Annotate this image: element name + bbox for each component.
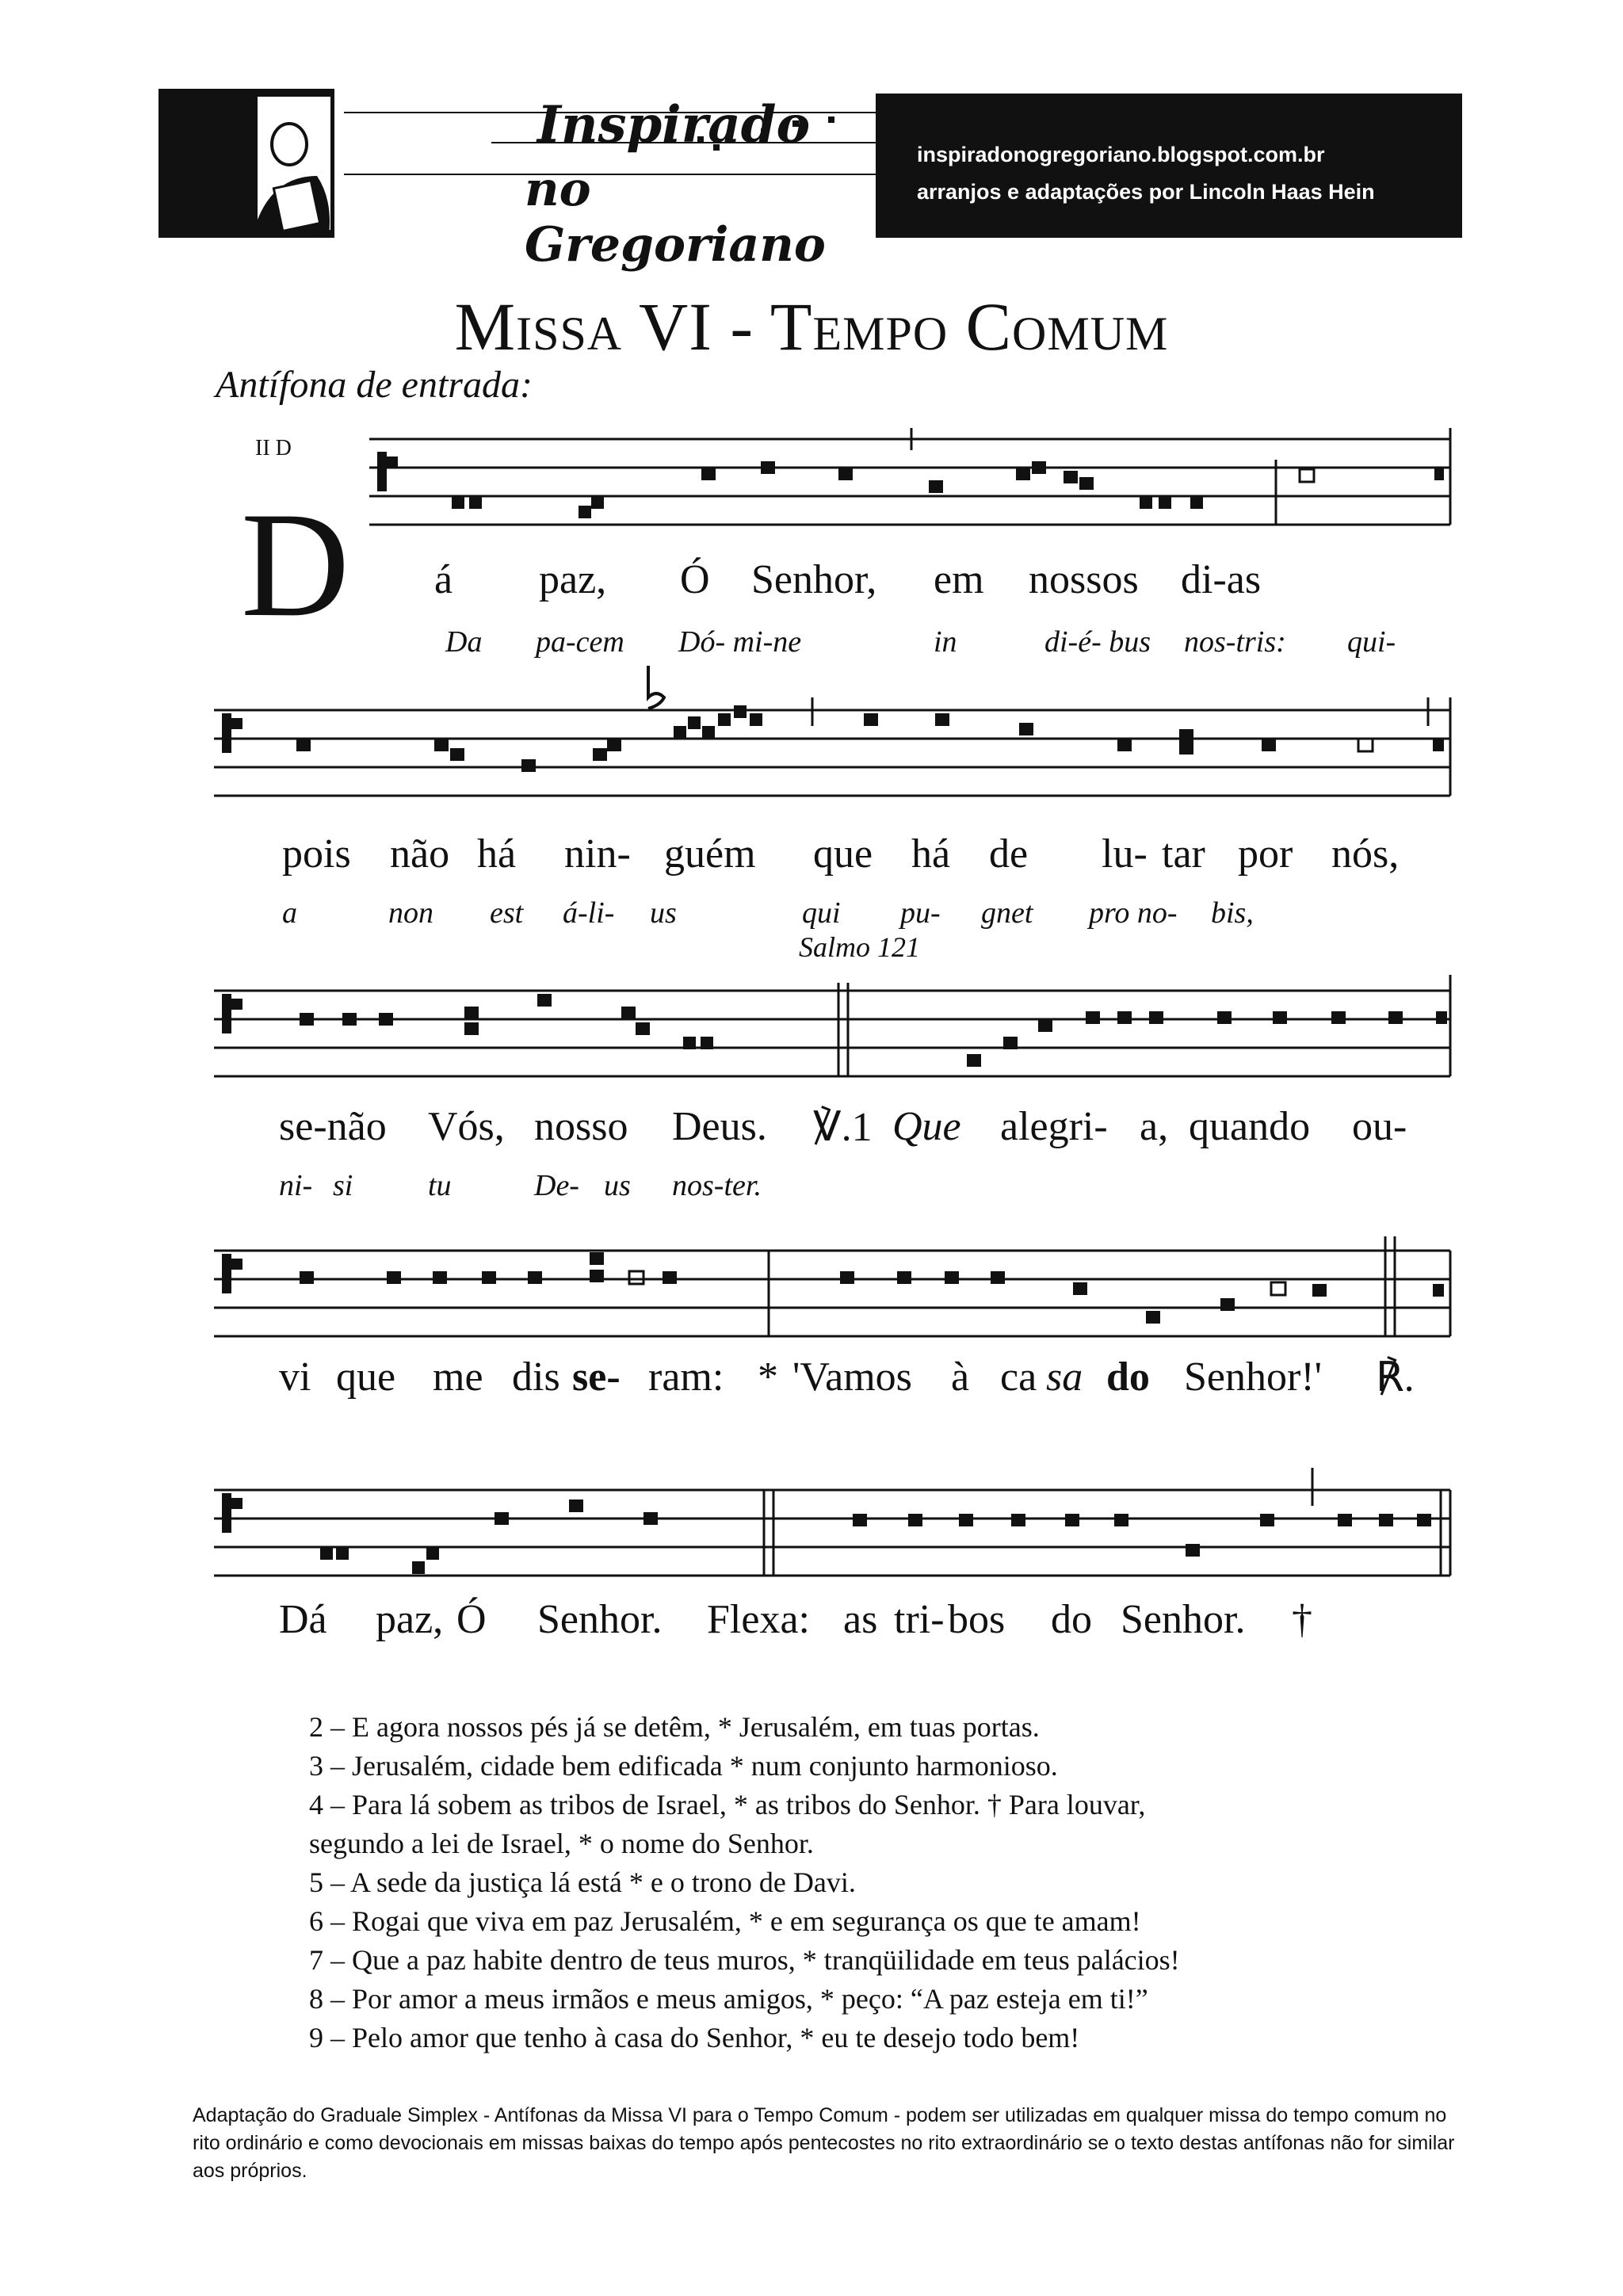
lyric-pt: Que	[892, 1104, 961, 1149]
verse-line: 8 – Por amor a meus irmãos e meus amigos, * peço: “A paz esteja em ti!”	[309, 1983, 1148, 2015]
lyric-pt: paz,	[376, 1597, 444, 1642]
lyric-pt: Vós,	[428, 1104, 505, 1149]
psalm-verses	[309, 1708, 1308, 2057]
verse-line: 6 – Rogai que viva em paz Jerusalém, * e em segurança os que te amam!	[309, 1905, 1141, 1937]
verse-line: segundo a lei de Israel, * o nome do Senhor.	[309, 1828, 814, 1859]
lyric-la: De-	[534, 1169, 579, 1202]
chant-staff-3	[214, 959, 1450, 1078]
lyric-pt: ram:	[648, 1354, 724, 1400]
lyric-la: si	[333, 1169, 353, 1202]
lyric-pt: me	[433, 1354, 483, 1400]
site-url: inspiradonogregoriano.blogspot.com.br	[917, 143, 1325, 166]
lyric-la: us	[604, 1169, 631, 1202]
lyric-pt: Senhor,	[751, 557, 877, 602]
verse-line: 9 – Pelo amor que tenho à casa do Senhor, * eu te desejo todo bem!	[309, 2022, 1080, 2053]
lyric-pt: ca	[1000, 1354, 1037, 1400]
verse-line: 3 – Jerusalém, cidade bem edificada * num conjunto harmonioso.	[309, 1750, 1058, 1782]
lyric-pt: tar	[1162, 831, 1205, 877]
lyric-la: us	[650, 896, 677, 930]
chant-staff-4	[214, 1221, 1450, 1347]
lyric-la: in	[934, 625, 957, 659]
lyric-pt: paz,	[539, 557, 607, 602]
lyric-pt: nós,	[1331, 831, 1400, 877]
lyric-pt: Ó	[680, 557, 710, 602]
lyric-pt: em	[934, 557, 984, 602]
lyric-la: non	[388, 896, 433, 930]
lyric-pt: sa	[1046, 1354, 1083, 1400]
flexa-cross: †	[1292, 1597, 1312, 1642]
lyric-la: á-li-	[563, 896, 615, 930]
verse-line: 2 – E agora nossos pés já se detêm, * Jerusalém, em tuas portas.	[309, 1711, 1040, 1743]
chant-staff-2	[214, 666, 1450, 808]
lyric-pt: nossos	[1029, 557, 1139, 602]
lyric-pt: ou-	[1352, 1104, 1407, 1149]
lyric-la: a	[282, 896, 297, 930]
verse-line: 5 – A sede da justiça lá está * e o trono de Davi.	[309, 1866, 856, 1898]
lyric-pt: as	[843, 1597, 878, 1642]
lyric-la: Dó- mi-ne	[678, 625, 802, 659]
lyric-la: pu-	[900, 896, 941, 930]
lyric-pt: 'Vamos	[792, 1354, 912, 1400]
lyric-pt: vi	[279, 1354, 311, 1400]
chant-staff-5	[214, 1450, 1450, 1585]
lyric-pt-stressed: se-	[572, 1354, 621, 1400]
lyric-la: gnet	[981, 896, 1033, 930]
lyric-la: tu	[428, 1169, 452, 1202]
lyric-la: est	[490, 896, 524, 930]
response-marker: ℟.	[1376, 1355, 1415, 1400]
lyric-pt: Senhor!'	[1184, 1354, 1323, 1400]
lyric-pt: que	[813, 831, 873, 877]
versicle-marker: ℣.1	[813, 1105, 873, 1150]
lyric-pt: nosso	[534, 1104, 628, 1149]
lyric-pt: *	[758, 1354, 778, 1400]
lyric-pt: há	[477, 831, 517, 877]
logo-line2: no Gregoriano	[525, 162, 826, 273]
lyric-pt: dis	[512, 1354, 560, 1400]
lyric-pt: a,	[1140, 1104, 1169, 1149]
lyric-la: bis,	[1211, 896, 1254, 930]
lyric-pt: Senhor.	[537, 1597, 663, 1642]
lyric-la: Da	[445, 625, 483, 659]
lyric-pt: guém	[664, 831, 756, 877]
lyric-pt: se-não	[279, 1104, 387, 1149]
verse-line: 7 – Que a paz habite dentro de teus muros, * tranqüilidade em teus palácios!	[309, 1944, 1180, 1976]
antiphon-label: Antífona de entrada:	[216, 364, 533, 406]
logo-line1: Inspirado	[537, 95, 811, 155]
lyric-pt: há	[911, 831, 951, 877]
drop-cap: D	[241, 482, 350, 648]
footer-note: Adaptação do Graduale Simplex - Antífonas da Missa VI para o Tempo Comum - podem ser utilizadas em qualquer missa do tempo comum no rito ordinário e como devocionais em missas baixas do tempo após pentecostes no rito extraordinário se o texto destas antífonas não for similar aos próprios.	[193, 2104, 1455, 2182]
lyric-pt: do	[1051, 1597, 1092, 1642]
lyric-la: nos-ter.	[672, 1169, 762, 1202]
lyric-pt: nin-	[564, 831, 631, 877]
lyric-pt: Deus.	[672, 1104, 767, 1149]
lyric-pt-stressed: do	[1106, 1354, 1150, 1400]
verse-line: 4 – Para lá sobem as tribos de Israel, * as tribos do Senhor. † Para louvar,	[309, 1789, 1146, 1820]
lyric-pt: di-as	[1181, 557, 1262, 602]
lyric-pt: alegri-	[1000, 1104, 1108, 1149]
lyric-pt: Ó	[456, 1597, 487, 1642]
lyric-pt: pois	[282, 831, 351, 877]
lyric-pt: tri-	[894, 1597, 945, 1642]
lyric-pt: bos	[948, 1597, 1006, 1642]
lyric-pt: que	[336, 1354, 396, 1400]
lyric-pt: á	[434, 557, 453, 602]
lyric-la: ni-	[279, 1169, 313, 1202]
lyric-la: pa-cem	[536, 625, 624, 659]
lyric-pt: por	[1238, 831, 1293, 877]
credit-line: arranjos e adaptações por Lincoln Haas Hein	[917, 180, 1375, 204]
lyric-la: pro no-	[1089, 896, 1178, 930]
lyric-la: qui	[802, 896, 841, 930]
lyric-la: qui-	[1347, 625, 1396, 659]
lyric-pt: Senhor.	[1121, 1597, 1246, 1642]
header-logo-banner	[158, 89, 876, 273]
lyric-pt: de	[989, 831, 1029, 877]
lyric-la: di-é- bus	[1044, 625, 1151, 659]
lyric-pt: lu-	[1102, 831, 1148, 877]
mode-label: II D	[255, 436, 292, 460]
lyric-pt: Dá	[279, 1597, 327, 1642]
header-info-box	[876, 94, 1462, 238]
lyric-pt: não	[390, 831, 450, 877]
lyric-la: nos-tris:	[1184, 625, 1286, 659]
lyric-pt: Flexa:	[707, 1597, 810, 1642]
chant-staff-1	[214, 428, 1450, 539]
psalm-label: Salmo 121	[799, 931, 920, 963]
lyric-pt: à	[951, 1354, 970, 1400]
page-title: Missa VI - Tempo Comum	[454, 288, 1169, 365]
lyric-pt: quando	[1189, 1104, 1311, 1149]
